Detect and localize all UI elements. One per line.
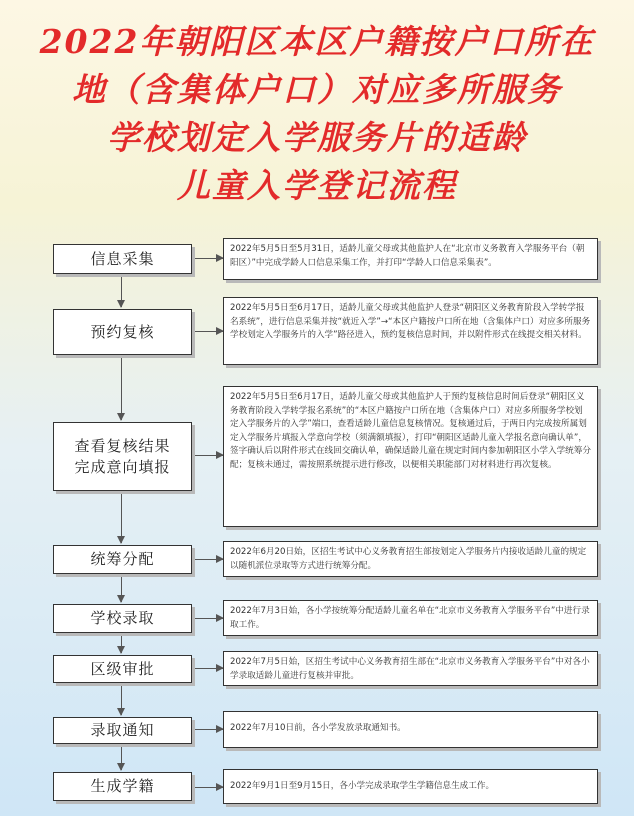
step-label: 录取通知 — [90, 721, 155, 739]
step-label: 统筹分配 — [90, 550, 155, 568]
step-appointment-review — [53, 309, 192, 355]
step-desc-text: 2022年7月3日始，各小学按统筹分配适龄儿童名单在“北京市义务教育入学服务平台”中进行录取工作。 — [230, 606, 590, 630]
link-arrow-4 — [194, 559, 223, 560]
step-appointment-review-desc — [223, 297, 598, 365]
connector-arrow-4 — [121, 574, 122, 602]
title-line-1: 2022年朝阳区本区户籍按户口所在 — [39, 22, 595, 61]
step-label: 学校录取 — [90, 609, 155, 627]
step-district-approval — [53, 655, 192, 683]
step-check-result-fill-intention — [53, 422, 192, 491]
link-arrow-8 — [194, 787, 223, 788]
step-check-result-fill-intention-desc — [223, 386, 598, 527]
step-overall-allocation-desc — [223, 541, 598, 577]
title-line-4: 儿童入学登记流程 — [177, 166, 457, 205]
link-arrow-3 — [194, 455, 223, 456]
step-label: 信息采集 — [90, 249, 155, 268]
step-label: 生成学籍 — [90, 777, 155, 795]
step-desc-text: 2022年5月5日至6月17日，适龄儿童父母或其他监护人登录“朝阳区义务教育阶段入学转学报名系统”，进行信息采集并按“就近入学”→“本区户籍按户口所在地（含集体户口）对应多所服务学校划定入学服务片的入学”路径进入，预约复核信息时间，并以附件形式在线提交相关材料。 — [230, 303, 591, 341]
link-arrow-7 — [194, 729, 223, 730]
step-info-collection — [53, 244, 192, 274]
connector-arrow-7 — [121, 744, 122, 770]
step-desc-text: 2022年5月5日至5月31日，适龄儿童父母或其他监护人在“北京市义务教育入学服务平台（朝阳区）”中完成学龄人口信息采集工作，并打印“学龄人口信息采集表”。 — [230, 244, 585, 268]
step-admission-notice-desc — [223, 711, 598, 748]
connector-arrow-6 — [121, 683, 122, 715]
title-line-2: 地（含集体户口）对应多所服务 — [72, 70, 562, 109]
step-label: 预约复核 — [90, 322, 155, 341]
step-desc-text: 2022年7月10日前，各小学发放录取通知书。 — [230, 723, 406, 733]
step-label: 区级审批 — [90, 659, 155, 678]
connector-arrow-5 — [121, 633, 122, 653]
connector-arrow-3 — [121, 491, 122, 543]
connector-arrow-2 — [121, 355, 122, 420]
step-desc-text: 2022年5月5日至6月17日，适龄儿童父母或其他监护人于预约复核信息时间后登录“朝阳区义务教育阶段入学转学报名系统”的“本区户籍按户口所在地（含集体户口）对应多所服务学校划定入学服务片的入学”端口，查看适龄儿童信息复核情况。复核通过后，于两日内完成按所属划定入学服务片填报入学意向学校（须满额填报），打印“朝阳区适龄儿童入学报名意向确认单”，签字确认后以附件形式在线回交确认单，确保适龄儿童在规定时间内参加朝阳区小学入学统筹分配；复核未通过，需按照系统提示进行修改，以便相关职能部门对材料进行再次复核。 — [230, 392, 591, 470]
step-overall-allocation — [53, 545, 192, 574]
step-school-admission — [53, 604, 192, 633]
step-desc-text: 2022年7月5日始，区招生考试中心义务教育招生部在“北京市义务教育入学服务平台”中对各小学录取适龄儿童进行复核并审批。 — [230, 657, 590, 681]
step-info-collection-desc — [223, 238, 598, 280]
connector-arrow-1 — [121, 274, 122, 307]
step-district-approval-desc — [223, 651, 598, 686]
link-arrow-1 — [194, 258, 223, 259]
link-arrow-5 — [194, 618, 223, 619]
link-arrow-6 — [194, 668, 223, 669]
title-line-3: 学校划定入学服务片的适龄 — [107, 118, 527, 157]
step-desc-text: 2022年6月20日始，区招生考试中心义务教育招生部按划定入学服务片内接收适龄儿童的规定以随机派位录取等方式进行统筹分配。 — [230, 547, 587, 571]
step-desc-text: 2022年9月1日至9月15日，各小学完成录取学生学籍信息生成工作。 — [230, 781, 495, 791]
link-arrow-2 — [194, 331, 223, 332]
step-school-admission-desc — [223, 600, 598, 636]
step-generate-student-status-desc — [223, 769, 598, 804]
step-label: 查看复核结果 完成意向填报 — [74, 436, 171, 476]
step-admission-notice — [53, 717, 192, 744]
step-generate-student-status — [53, 772, 192, 801]
